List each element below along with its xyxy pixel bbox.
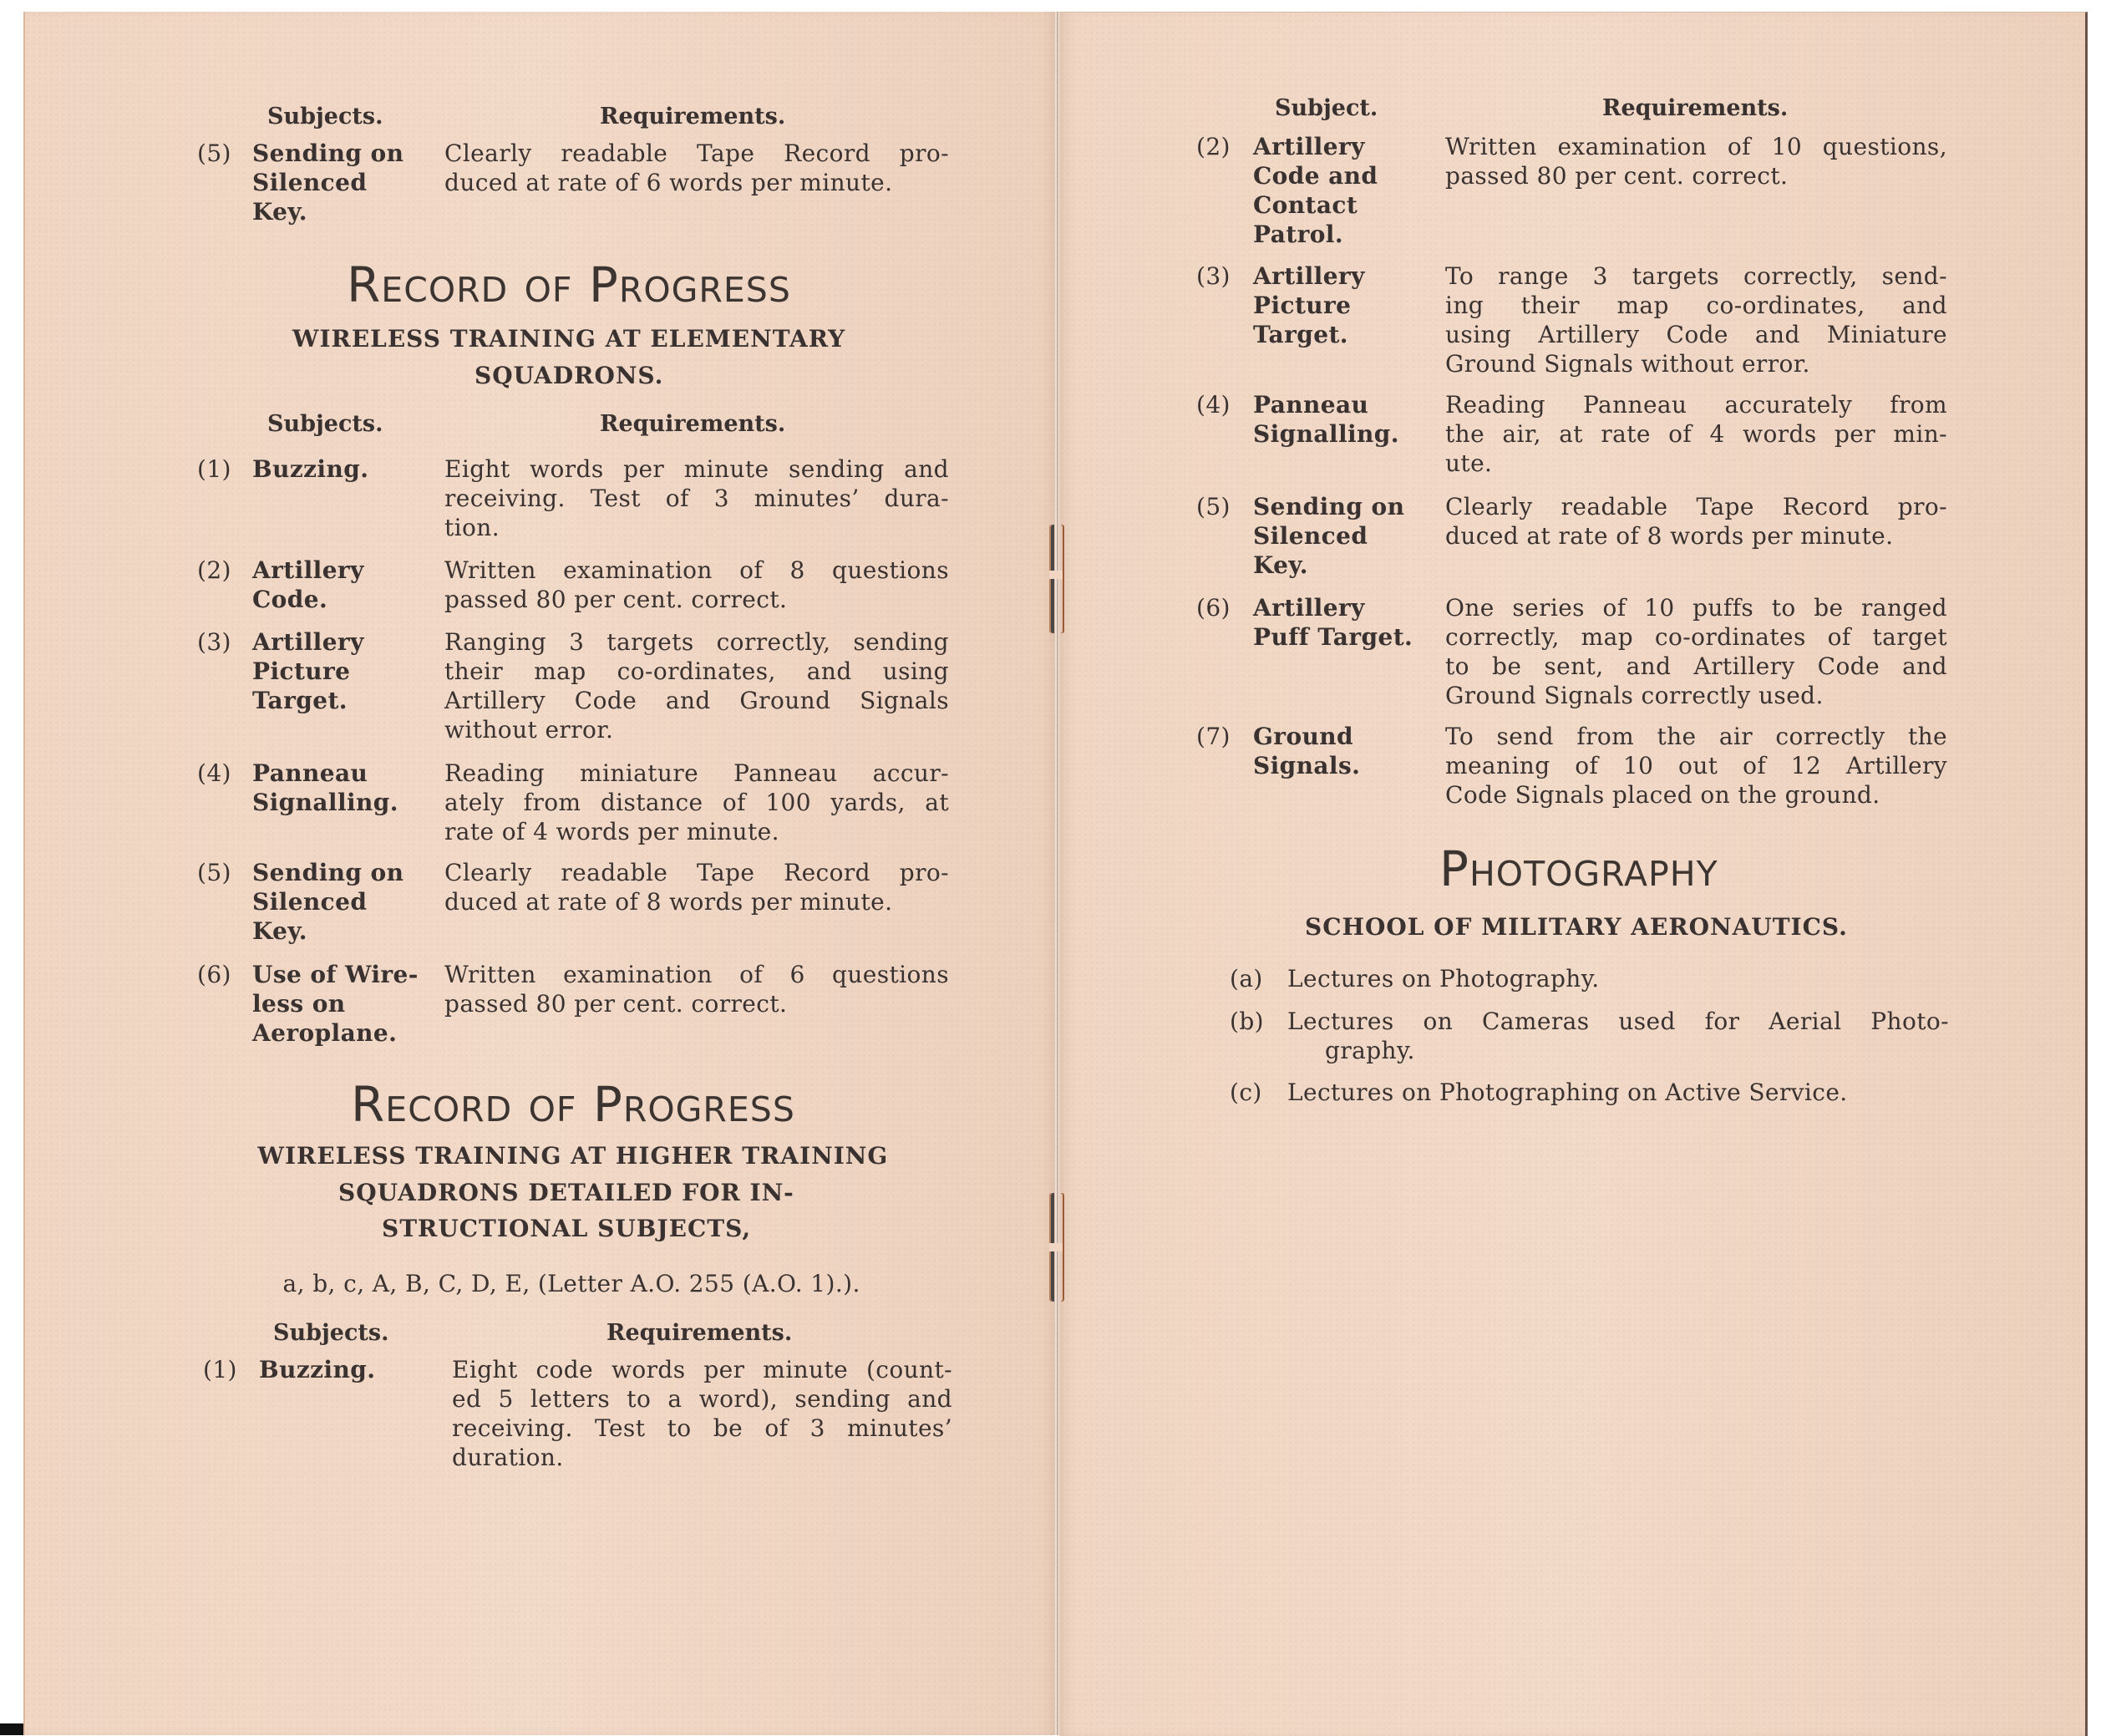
row-requirement: To send from the air correctly the	[1445, 723, 1947, 750]
list-label: (b)	[1230, 1008, 1264, 1035]
row-requirement: their map co-ordinates, and using	[444, 657, 949, 685]
row-subject: Artillery	[1253, 262, 1365, 290]
row-requirement: duration.	[452, 1444, 564, 1471]
row-subject: Silenced	[252, 169, 368, 196]
row-number: (1)	[203, 1356, 237, 1383]
row-subject: Artillery	[1253, 594, 1365, 622]
row-requirement: Reading miniature Panneau accur-	[444, 759, 949, 787]
scan-edge	[0, 1723, 23, 1735]
row-requirement: passed 80 per cent. correct.	[444, 586, 788, 613]
column-header-requirements: Requirements.	[1602, 95, 1789, 121]
section-subtitle: WIRELESS TRAINING AT HIGHER TRAINING	[257, 1142, 889, 1170]
row-requirement: To range 3 targets correctly, send-	[1445, 262, 1947, 290]
row-subject: Ground	[1253, 723, 1354, 750]
column-header-requirements: Requirements.	[600, 104, 786, 129]
row-number: (2)	[197, 556, 231, 584]
row-requirement: correctly, map co-ordinates of target	[1445, 623, 1947, 651]
row-subject: Silenced	[252, 888, 368, 916]
row-requirement: One series of 10 puffs to be ranged	[1445, 594, 1947, 622]
column-header-subjects: Subjects.	[267, 411, 383, 437]
row-requirement: Code Signals placed on the ground.	[1445, 781, 1880, 809]
row-requirement: using Artillery Code and Miniature	[1445, 321, 1947, 348]
book-spine	[1054, 12, 1060, 1735]
row-subject: Panneau	[252, 759, 368, 787]
row-subject: Sending on	[252, 859, 404, 886]
row-subject: Signals.	[1253, 752, 1361, 779]
row-subject: Artillery	[252, 556, 364, 584]
row-requirement: Ranging 3 targets correctly, sending	[444, 628, 949, 656]
row-requirement: Clearly readable Tape Record pro-	[444, 140, 949, 167]
row-subject: Target.	[1253, 321, 1348, 348]
list-item-text: Lectures on Photographing on Active Service.	[1287, 1079, 1848, 1106]
row-subject: Silenced	[1253, 522, 1368, 550]
row-subject: Panneau	[1253, 391, 1369, 419]
row-number: (6)	[1196, 594, 1231, 622]
row-subject: Key.	[252, 198, 307, 226]
list-label: (c)	[1230, 1079, 1262, 1106]
row-subject: Buzzing.	[259, 1356, 376, 1383]
column-header-requirements: Requirements.	[600, 411, 786, 437]
row-requirement: Eight words per minute sending and	[444, 455, 949, 483]
row-requirement: duced at rate of 8 words per minute.	[444, 888, 893, 916]
row-subject: Contact	[1253, 191, 1358, 219]
row-requirement: Written examination of 6 questions	[444, 961, 949, 988]
column-header-subjects: Subjects.	[273, 1320, 389, 1346]
row-number: (1)	[197, 455, 231, 483]
row-requirement: receiving. Test of 3 minutes’ dura-	[444, 485, 949, 512]
row-subject: Puff Target.	[1253, 623, 1413, 651]
row-subject: Sending on	[1253, 493, 1405, 520]
column-header-subjects: Subjects.	[267, 104, 383, 129]
row-number: (3)	[1196, 262, 1231, 290]
row-number: (7)	[1196, 723, 1231, 750]
list-item-text: Lectures on Cameras used for Aerial Photo-	[1287, 1008, 1949, 1035]
row-subject: Target.	[252, 687, 348, 714]
staple-bottom	[1051, 1193, 1063, 1302]
row-subject: Picture	[252, 657, 351, 685]
row-requirement: Ground Signals without error.	[1445, 350, 1810, 378]
row-subject: Picture	[1253, 292, 1352, 319]
row-subject: Buzzing.	[252, 455, 369, 483]
row-number: (2)	[1196, 133, 1231, 160]
row-subject: Key.	[252, 917, 307, 945]
row-number: (4)	[1196, 391, 1231, 419]
row-subject: Patrol.	[1253, 221, 1343, 248]
row-subject: Signalling.	[252, 789, 398, 816]
row-requirement: Written examination of 8 questions	[444, 556, 949, 584]
column-header-requirements: Requirements.	[606, 1320, 793, 1346]
row-subject: Code and	[1253, 162, 1378, 190]
row-number: (6)	[197, 961, 231, 988]
row-requirement: Ground Signals correctly used.	[1445, 682, 1824, 709]
row-requirement: Written examination of 10 questions,	[1445, 133, 1947, 160]
row-subject: Use of Wire-	[252, 961, 419, 988]
row-requirement: ately from distance of 100 yards, at	[444, 789, 949, 816]
section-title: Record of Progress	[351, 1076, 795, 1133]
row-number: (5)	[1196, 493, 1231, 520]
list-label: (a)	[1230, 965, 1263, 992]
row-requirement: ed 5 letters to a word), sending and	[452, 1385, 952, 1413]
row-subject: less on	[252, 990, 346, 1018]
section-subtitle: SCHOOL OF MILITARY AERONAUTICS.	[1305, 913, 1848, 941]
row-number: (4)	[197, 759, 231, 787]
row-requirement: Clearly readable Tape Record pro-	[444, 859, 949, 886]
section-subtitle: STRUCTIONAL SUBJECTS,	[382, 1215, 752, 1242]
row-requirement: duced at rate of 8 words per minute.	[1445, 522, 1894, 550]
row-requirement: the air, at rate of 4 words per min-	[1445, 420, 1947, 448]
row-requirement: passed 80 per cent. correct.	[1445, 162, 1789, 190]
list-item-text: graphy.	[1325, 1037, 1415, 1064]
row-number: (3)	[197, 628, 231, 656]
row-subject: Sending on	[252, 140, 404, 167]
section-subtitle: SQUADRONS DETAILED FOR IN-	[338, 1179, 794, 1206]
row-requirement: Artillery Code and Ground Signals	[444, 687, 949, 714]
row-requirement: Clearly readable Tape Record pro-	[1445, 493, 1947, 520]
row-requirement: ing their map co-ordinates, and	[1445, 292, 1947, 319]
reference-line: a, b, c, A, B, C, D, E, (Letter A.O. 255 (A.O. 1).).	[282, 1270, 860, 1297]
row-requirement: to be sent, and Artillery Code and	[1445, 652, 1947, 680]
row-requirement: tion.	[444, 514, 500, 541]
row-requirement: duced at rate of 6 words per minute.	[444, 169, 893, 196]
section-subtitle: SQUADRONS.	[475, 362, 664, 389]
row-subject: Key.	[1253, 551, 1308, 579]
row-requirement: Eight code words per minute (count-	[452, 1356, 952, 1383]
section-title: Photography	[1439, 840, 1718, 897]
section-title: Record of Progress	[347, 256, 791, 313]
row-requirement: Reading Panneau accurately from	[1445, 391, 1947, 419]
section-subtitle: WIRELESS TRAINING AT ELEMENTARY	[292, 325, 846, 353]
list-item-text: Lectures on Photography.	[1287, 965, 1600, 992]
column-header-subjects: Subject.	[1275, 95, 1378, 121]
row-requirement: meaning of 10 out of 12 Artillery	[1445, 752, 1947, 779]
row-number: (5)	[197, 859, 231, 886]
row-subject: Artillery	[1253, 133, 1365, 160]
row-number: (5)	[197, 140, 231, 167]
row-subject: Code.	[252, 586, 328, 613]
row-requirement: receiving. Test to be of 3 minutes’	[452, 1414, 952, 1442]
row-requirement: without error.	[444, 716, 614, 744]
row-requirement: ute.	[1445, 449, 1493, 477]
row-requirement: passed 80 per cent. correct.	[444, 990, 788, 1018]
row-subject: Signalling.	[1253, 420, 1399, 448]
row-requirement: rate of 4 words per minute.	[444, 818, 779, 845]
row-subject: Artillery	[252, 628, 364, 656]
staple-top	[1051, 525, 1063, 633]
row-subject: Aeroplane.	[252, 1019, 398, 1047]
